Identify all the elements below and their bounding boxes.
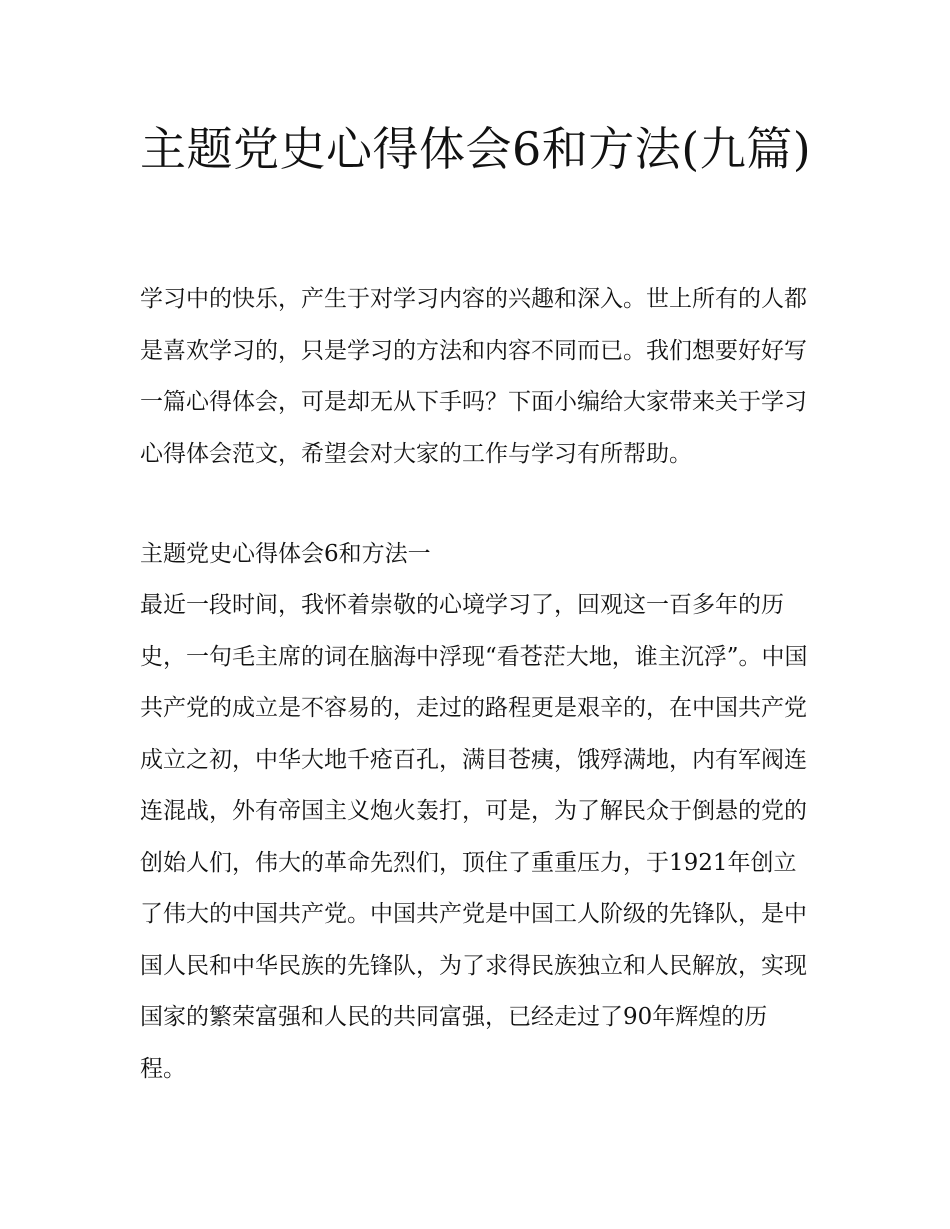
section-subheading: 主题党史心得体会6和方法一 <box>140 541 431 567</box>
intro-paragraph: 学习中的快乐，产生于对学习内容的兴趣和深入。世上所有的人都是喜欢学习的，只是学习的方法和内容不同而已。我们想要好好写一篇心得体会，可是却无从下手吗？下面小编给大家带来关于学习心得体会范文，希望会对大家的工作与学习有所帮助。 <box>140 286 807 467</box>
page-title: 主题党史心得体会6和方法(九篇) <box>140 122 812 176</box>
body-paragraph: 最近一段时间，我怀着崇敬的心境学习了，回观这一百多年的历史，一句毛主席的词在脑海中浮现“看苍茫大地，谁主沉浮”。中国共产党的成立是不容易的，走过的路程更是艰辛的，在中国共产党成立之初，中华大地千疮百孔，满目苍痍，饿殍满地，内有军阀连连混战，外有帝国主义炮火轰打，可是，为了解民众于倒悬的党的创始人们，伟大的革命先烈们，顶住了重重压力，于1921年创立了伟大的中国共产党。中国共产党是中国工人阶级的先锋队，是中国人民和中华民族的先锋队，为了求得民族独立和人民解放，实现国家的繁荣富强和人民的共同富强，已经走过了90年辉煌的历程。 <box>140 592 808 1082</box>
